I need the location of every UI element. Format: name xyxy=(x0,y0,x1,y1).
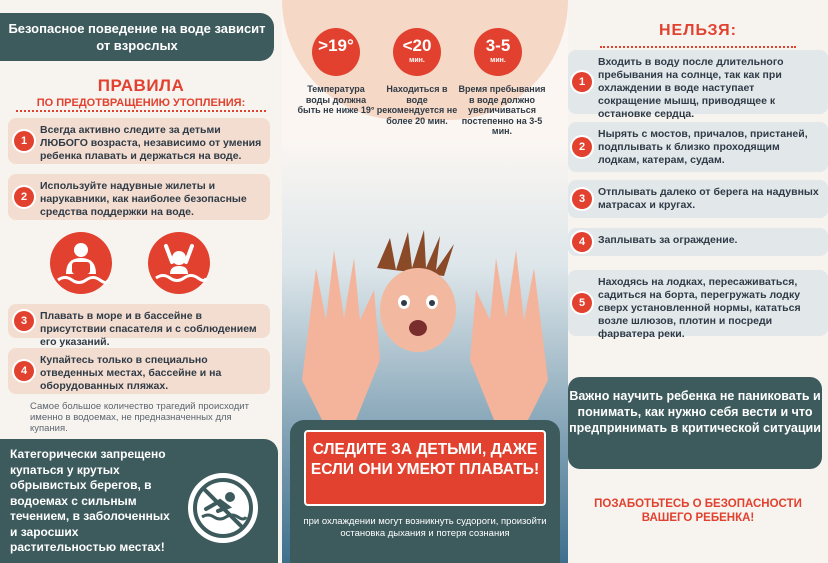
stat-caption: Время пребывания в воде должно увеличиваться постепенно на 3-5 мин. xyxy=(458,84,546,136)
rule-number: 3 xyxy=(14,311,34,331)
item-number: 1 xyxy=(572,72,592,92)
middle-panel xyxy=(282,0,568,563)
item-number: 2 xyxy=(572,137,592,157)
forbidden-item xyxy=(568,122,828,172)
item-text: Нырять с мостов, причалов, пристаней, подплывать к близко проходящим лодкам, катерам, судам. xyxy=(598,128,808,166)
rule-item xyxy=(8,348,270,394)
warning-box xyxy=(0,439,278,563)
rule-number: 2 xyxy=(14,187,34,207)
badge-value: >19° xyxy=(318,36,354,55)
rule-item xyxy=(8,118,270,164)
left-header: Безопасное поведение на воде зависит от взрослых xyxy=(0,13,274,61)
increment-badge xyxy=(474,28,522,76)
rule-item xyxy=(8,304,270,348)
item-text: Отплывать далеко от берега на надувных матрасах и кругах. xyxy=(598,186,819,211)
safety-footer: ПОЗАБОТЬТЕСЬ О БЕЗОПАСНОСТИ ВАШЕГО РЕБЕНКА! xyxy=(594,498,802,524)
title-divider xyxy=(600,46,796,48)
mid-note: при охлаждении могут возникнуть судороги, произойти остановка дыхания и потеря сознания xyxy=(303,516,547,539)
stat-caption: Температура воды должна быть не ниже 19° xyxy=(297,84,375,115)
item-text: Заплывать за ограждение. xyxy=(598,234,738,246)
rule-item xyxy=(8,174,270,220)
advice-box: Важно научить ребенка не паниковать и понимать, как нужно себя вести и что предпринимать в критической ситуации xyxy=(568,377,822,469)
no-swimming-icon xyxy=(188,473,258,543)
left-panel xyxy=(0,0,282,563)
forbidden-item xyxy=(568,270,828,340)
rule-number: 4 xyxy=(14,361,34,381)
rule-text: Плавать в море и в бассейне в присутствии спасателя и с соблюдением его указаний. xyxy=(40,310,257,348)
rules-title xyxy=(0,76,282,112)
right-panel xyxy=(568,0,828,563)
drowning-person-icon xyxy=(148,232,210,294)
duration-badge xyxy=(393,28,441,76)
slogan: СЛЕДИТЕ ЗА ДЕТЬМИ, ДАЖЕ ЕСЛИ ОНИ УМЕЮТ ПЛАВАТЬ! xyxy=(304,430,546,506)
temperature-badge xyxy=(312,28,360,76)
forbidden-title: НЕЛЬЗЯ: xyxy=(658,22,737,39)
item-number: 5 xyxy=(572,293,592,313)
forbidden-item xyxy=(568,180,828,218)
left-note: Самое большое количество трагедий происходит именно в водоемах, не предназначенных для купания. xyxy=(30,401,249,434)
rule-text: Всегда активно следите за детьми ЛЮБОГО возраста, независимо от умения ребенка плавать и держаться на воде. xyxy=(40,124,262,162)
item-text: Находясь на лодках, пересаживаться, садиться на борта, перегружать лодку сверх установленной нормы, кататься возле шлюзов, плотин и посреди фарватера реки. xyxy=(598,276,801,340)
item-number: 3 xyxy=(572,189,592,209)
badge-unit: мин. xyxy=(490,57,506,64)
item-number: 4 xyxy=(572,232,592,252)
rules-title-main: ПРАВИЛА xyxy=(97,76,185,95)
rule-text: Используйте надувные жилеты и нарукавники, как наиболее безопасные средства поддержки на воде. xyxy=(40,180,247,218)
badge-value: 3-5 xyxy=(485,36,511,55)
rules-title-sub: ПО ПРЕДОТВРАЩЕНИЮ УТОПЛЕНИЯ: xyxy=(16,97,266,112)
stat-caption: Находиться в воде рекомендуется не более 20 мин. xyxy=(376,84,458,126)
forbidden-item xyxy=(568,50,828,120)
item-text: Входить в воду после длительного пребывания на солнце, так как при охлаждении в воде наступает сокращение мышц, приводящее к остановке сердца. xyxy=(598,56,784,120)
forbidden-item xyxy=(568,228,828,256)
badge-value: <20 xyxy=(402,36,432,55)
badge-unit: мин. xyxy=(409,57,425,64)
life-vest-icon xyxy=(50,232,112,294)
rule-number: 1 xyxy=(14,131,34,151)
rule-text: Купайтесь только в специально отведенных местах, бассейне и на оборудованных пляжах. xyxy=(40,354,222,392)
warning-text: Категорически запрещено купаться у крутых обрывистых берегов, в водоемах с сильным течением, в заболоченных и заросших растительностью местах! xyxy=(10,447,170,554)
